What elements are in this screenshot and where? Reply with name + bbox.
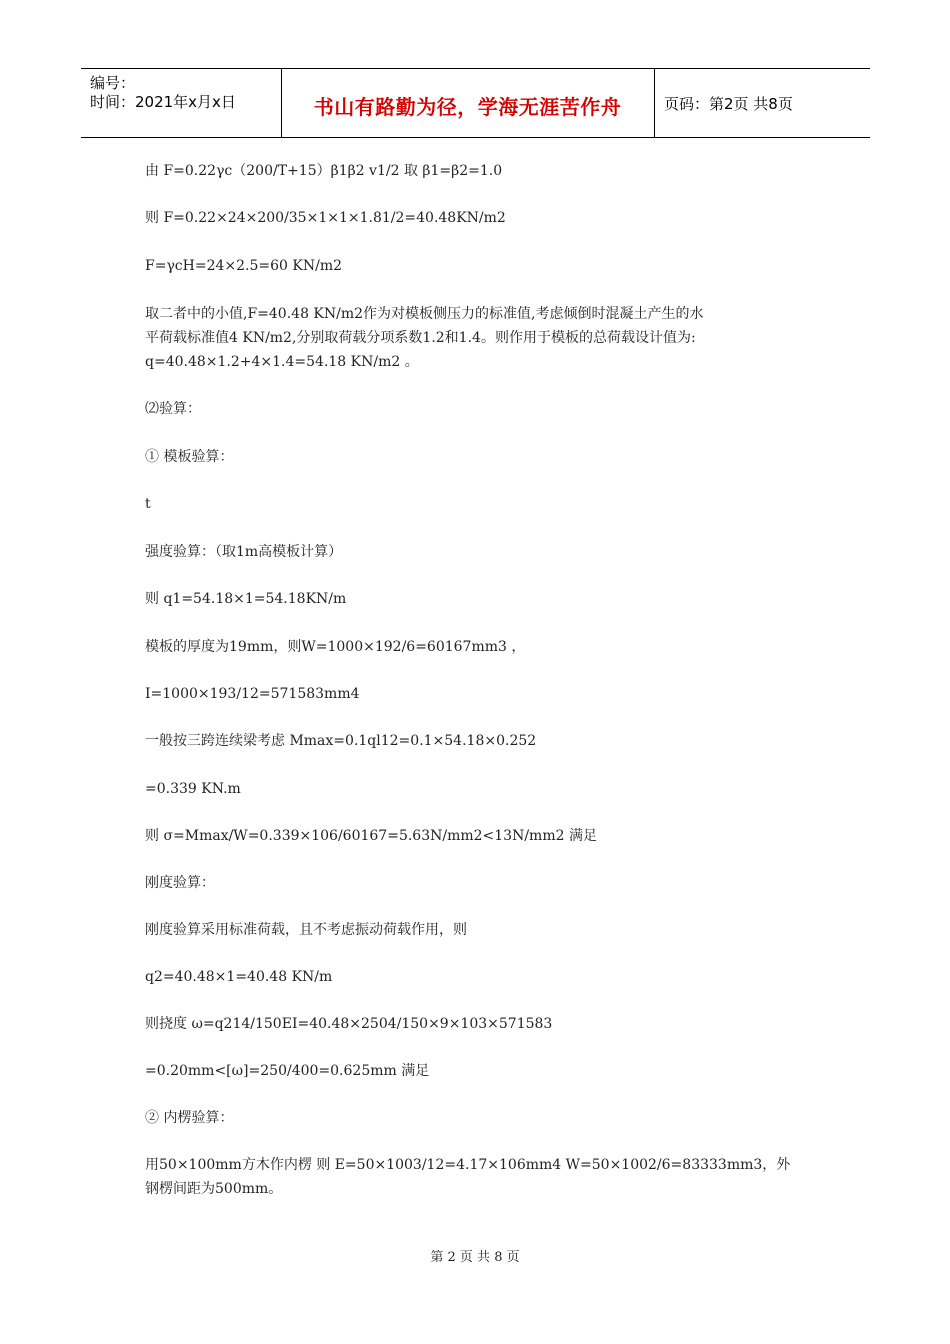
section-heading-check: ⑵验算：: [145, 401, 201, 417]
paragraph-load-design: 取二者中的小值,F=40.48 KN/m2作为对模板侧压力的标准值,考虑倾倒时混凝土产生的水 平荷载标准值4 KN/m2,分别取荷载分项系数1.2和1.4。则作用于模板的总荷载设计值为: q=40.48×1.2+4×1.4=54.18 KN/m2 。: [145, 306, 704, 370]
document-date: 时间：2021年x月x日: [90, 93, 236, 111]
paragraph-f-gamma: F=γcH=24×2.5=60 KN/m2: [145, 258, 343, 274]
paragraph-inertia: I=1000×193/12=571583mm4: [145, 686, 360, 702]
header-page-info: 页码：第2页 共8页: [664, 95, 793, 113]
paragraph-thickness: 模板的厚度为19mm，则W=1000×192/6=60167mm3 ，: [145, 639, 526, 655]
paragraph-f-calc: 则 F=0.22×24×200/35×1×1×1.81/2=40.48KN/m2: [145, 210, 506, 226]
paragraph-t: t: [145, 496, 151, 512]
paragraph-deflection-result: =0.20mm<[ω]=250/400=0.625mm 满足: [145, 1063, 430, 1079]
paragraph-q2: q2=40.48×1=40.48 KN/m: [145, 969, 333, 985]
paragraph-moment-value: =0.339 KN.m: [145, 781, 241, 797]
page-footer: 第 2 页 共 8 页: [430, 1250, 520, 1265]
paragraph-strength-check: 强度验算：（取1m高模板计算）: [145, 544, 343, 560]
header-center-cell: [281, 69, 655, 137]
section-heading-formwork: ① 模板验算：: [145, 449, 234, 465]
paragraph-mmax: 一般按三跨连续梁考虑 Mmax=0.1ql12=0.1×54.18×0.252: [145, 733, 537, 749]
paragraph-inner-rib: 用50×100mm方木作内楞 则 E=50×1003/12=4.17×106mm4 W=50×1002/6=83333mm3，外 钢楞间距为500mm。: [145, 1157, 791, 1197]
header-motto: 书山有路勤为径，学海无涯苦作舟: [313, 95, 622, 119]
paragraph-stiffness-heading: 刚度验算：: [145, 875, 215, 891]
header-right-cell: [654, 69, 870, 137]
section-heading-inner-rib: ② 内楞验算：: [145, 1110, 234, 1126]
paragraph-formula-f: 由 F=0.22γc（200/T+15）β1β2 v1/2 取 β1=β2=1.0: [145, 163, 503, 179]
page-header: [81, 68, 870, 138]
paragraph-q1: 则 q1=54.18×1=54.18KN/m: [145, 591, 347, 607]
paragraph-stress: 则 σ=Mmax/W=0.339×106/60167=5.63N/mm2<13N/mm2 满足: [145, 828, 597, 844]
header-left-cell: [81, 69, 282, 137]
document-number-label: 编号：: [90, 74, 136, 92]
paragraph-stiffness-desc: 刚度验算采用标准荷载，且不考虑振动荷载作用，则: [145, 922, 467, 938]
paragraph-deflection: 则挠度 ω=q214/150EI=40.48×2504/150×9×103×571583: [145, 1016, 553, 1032]
